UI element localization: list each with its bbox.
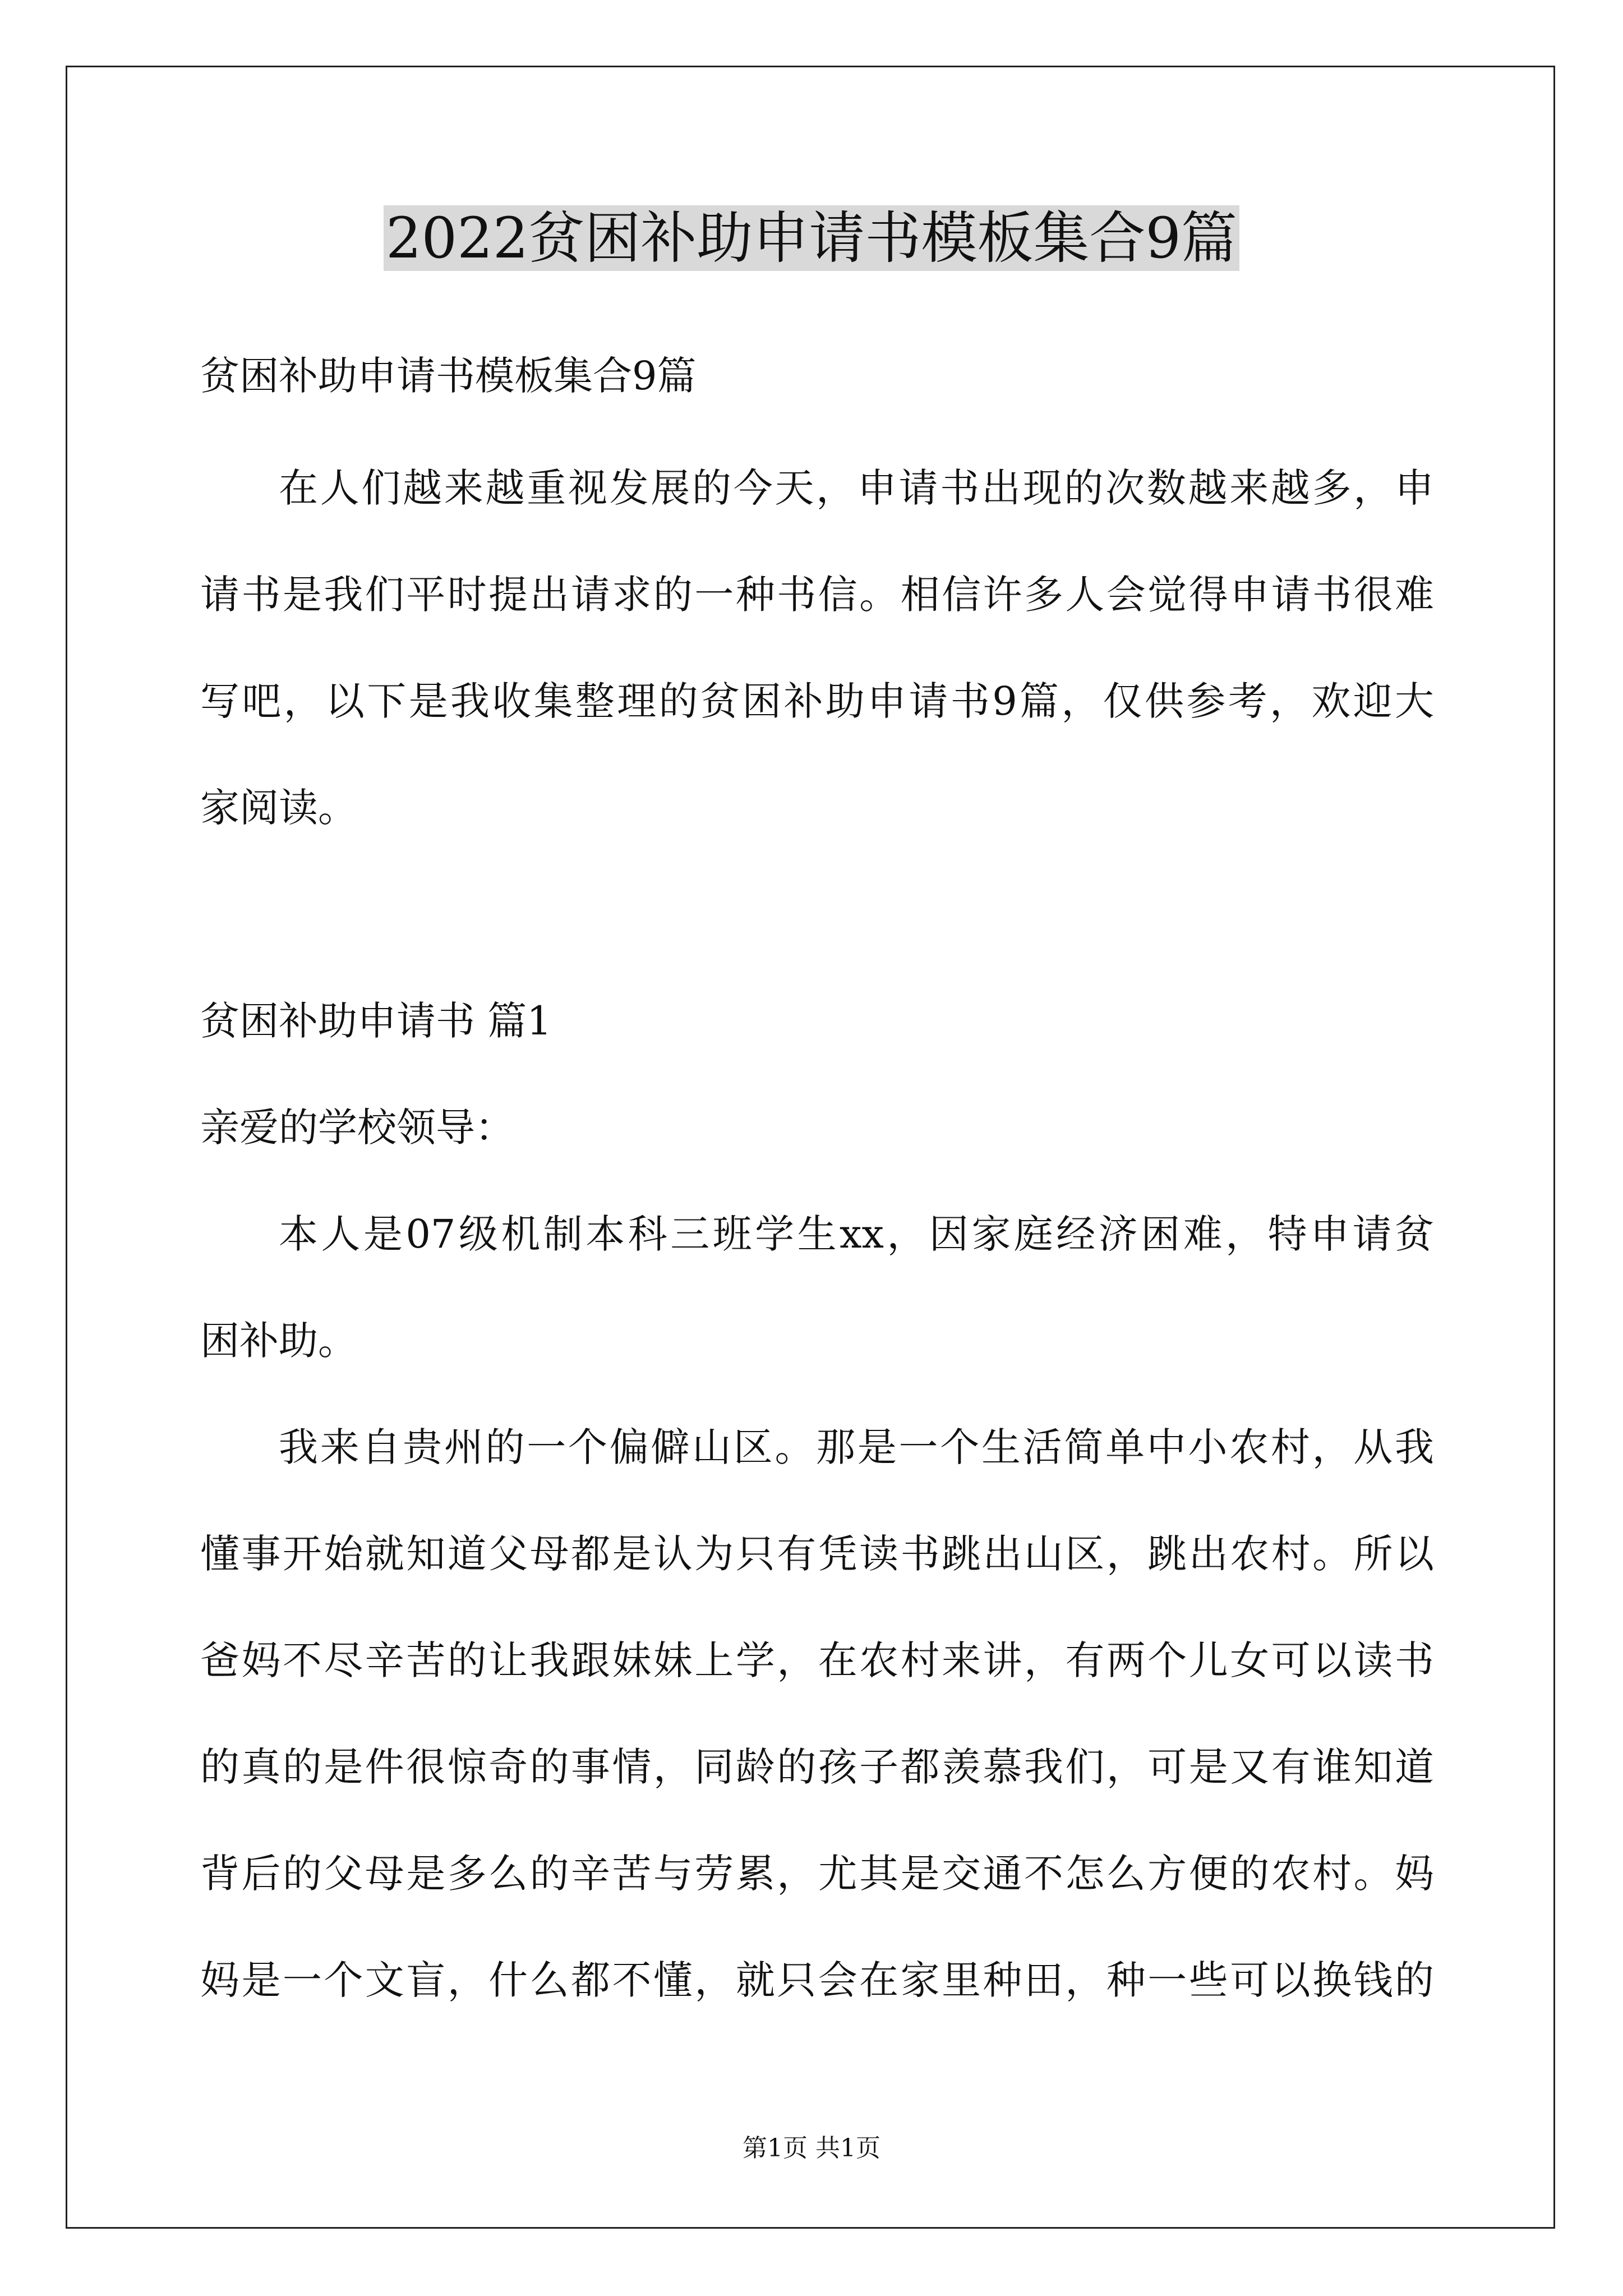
body-paragraph-line: 困补助。 [200,1318,357,1364]
subtitle-line: 贫困补助申请书模板集合9篇 [200,353,697,399]
intro-paragraph-line: 在人们越来越重视发展的今天，申请书出现的次数越来越多，申 [279,465,1434,511]
section-heading: 贫困补助申请书 篇1 [200,998,552,1044]
body-paragraph-line: 本人是07级机制本科三班学生xx，因家庭经济困难，特申请贫 [279,1211,1434,1257]
intro-paragraph-line: 家阅读。 [200,785,357,831]
intro-paragraph-line: 请书是我们平时提出请求的一种书信。相信许多人会觉得申请书很难 [200,572,1434,618]
body-paragraph-line: 懂事开始就知道父母都是认为只有凭读书跳出山区，跳出农村。所以 [200,1531,1434,1577]
document-title: 2022贫困补助申请书模板集合9篇 [0,199,1623,278]
salutation: 亲爱的学校领导： [200,1105,514,1151]
body-paragraph-line: 爸妈不尽辛苦的让我跟妹妹上学，在农村来讲，有两个儿女可以读书 [200,1637,1434,1683]
page-footer: 第1页 共1页 [743,2134,880,2162]
body-paragraph-line: 我来自贵州的一个偏僻山区。那是一个生活简单中小农村，从我 [279,1424,1434,1470]
body-paragraph-line: 背后的父母是多么的辛苦与劳累，尤其是交通不怎么方便的农村。妈 [200,1851,1434,1897]
body-paragraph-line: 妈是一个文盲，什么都不懂，就只会在家里种田，种一些可以换钱的 [200,1957,1434,2003]
intro-paragraph-line: 写吧，以下是我收集整理的贫困补助申请书9篇，仅供参考，欢迎大 [200,678,1434,724]
body-paragraph-line: 的真的是件很惊奇的事情，同龄的孩子都羡慕我们，可是又有谁知道 [200,1744,1434,1790]
